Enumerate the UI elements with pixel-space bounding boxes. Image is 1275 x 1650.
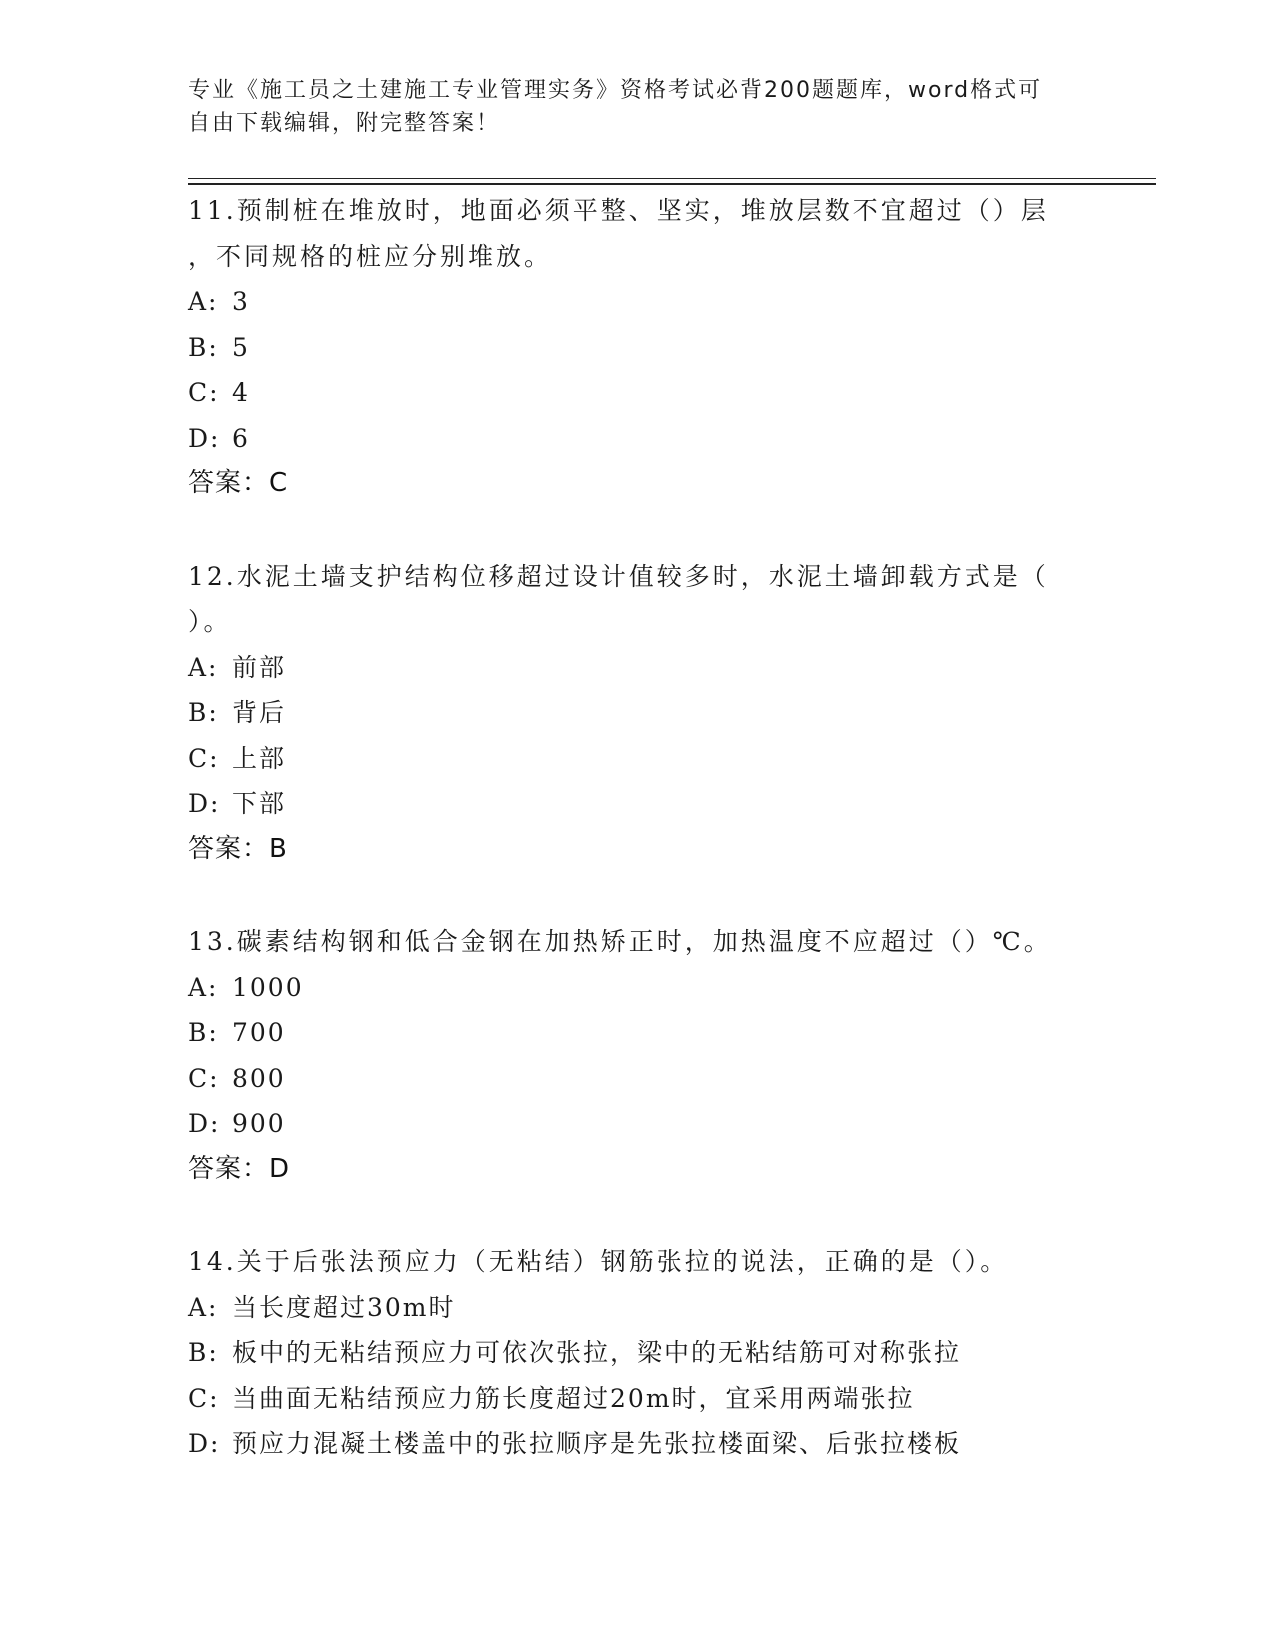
document-header — [188, 74, 1068, 140]
option-letter: D: — [188, 1109, 221, 1138]
header-line-1: 专业《施工员之土建施工专业管理实务》资格考试必背200题题库，word格式可 — [188, 78, 1043, 103]
question-11 — [188, 188, 1108, 507]
answer-line: 答案：B — [188, 833, 288, 864]
option-text: 预应力混凝土楼盖中的张拉顺序是先张拉楼面梁、后张拉楼板 — [232, 1429, 962, 1458]
option-letter: C: — [188, 1383, 220, 1413]
option-text: 当曲面无粘结预应力筋长度超过20m时，宜采用两端张拉 — [232, 1383, 915, 1413]
answer-line: 答案：D — [188, 1153, 291, 1184]
option-d — [188, 1421, 1108, 1467]
option-c — [188, 370, 1108, 416]
option-d — [188, 781, 1108, 827]
option-text: 900 — [232, 1109, 286, 1138]
option-c — [188, 1376, 1108, 1422]
question-stem-line: 14.关于后张法预应力（无粘结）钢筋张拉的说法，正确的是（）。 — [188, 1247, 1009, 1276]
option-a — [188, 279, 1108, 325]
option-letter: B: — [188, 332, 219, 362]
question-14 — [188, 1239, 1108, 1467]
option-text: 4 — [232, 378, 250, 407]
answer-line: 答案：C — [188, 468, 289, 498]
option-b — [188, 1330, 1108, 1376]
option-a — [188, 645, 1108, 691]
option-letter: B: — [188, 1338, 219, 1367]
option-text: 800 — [232, 1063, 286, 1093]
option-letter: C: — [188, 378, 220, 407]
question-stem-line: ，不同规格的桩应分别堆放。 — [188, 241, 553, 271]
header-line-2: 自由下载编辑，附完整答案！ — [188, 111, 501, 136]
option-b — [188, 1010, 1108, 1056]
header-divider-thin — [188, 178, 1156, 179]
option-a — [188, 965, 1108, 1011]
option-letter: B: — [188, 1018, 219, 1047]
option-text: 上部 — [232, 743, 287, 773]
option-text: 1000 — [232, 972, 304, 1002]
option-c — [188, 1056, 1108, 1102]
option-b — [188, 325, 1108, 371]
option-letter: A: — [188, 1292, 219, 1322]
option-letter: B: — [188, 698, 219, 727]
question-12 — [188, 554, 1108, 873]
option-a — [188, 1285, 1108, 1331]
option-b — [188, 690, 1108, 736]
question-stem-line: 13.碳素结构钢和低合金钢在加热矫正时，加热温度不应超过（）℃。 — [188, 927, 1052, 956]
option-letter: A: — [188, 652, 219, 682]
option-letter: C: — [188, 1063, 220, 1093]
option-text: 背后 — [232, 698, 287, 727]
question-stem-line: 12.水泥土墙支护结构位移超过设计值较多时，水泥土墙卸载方式是（ — [188, 561, 1049, 591]
option-text: 5 — [232, 332, 250, 362]
option-letter: A: — [188, 287, 219, 316]
option-letter: D: — [188, 1429, 221, 1458]
option-c — [188, 736, 1108, 782]
option-d — [188, 1101, 1108, 1147]
question-13 — [188, 919, 1108, 1192]
option-text: 700 — [232, 1018, 286, 1047]
question-stem-line: 11.预制桩在堆放时，地面必须平整、坚实，堆放层数不宜超过（）层 — [188, 196, 1049, 225]
option-letter: A: — [188, 972, 219, 1002]
option-text: 3 — [232, 287, 250, 316]
option-text: 下部 — [232, 789, 287, 818]
option-letter: C: — [188, 743, 220, 773]
option-d — [188, 416, 1108, 462]
option-text: 板中的无粘结预应力可依次张拉，梁中的无粘结筋可对称张拉 — [232, 1338, 962, 1367]
option-letter: D: — [188, 789, 221, 818]
option-text: 当长度超过30m时 — [232, 1292, 456, 1322]
option-text: 前部 — [232, 652, 287, 682]
question-stem-line: ）。 — [188, 607, 232, 636]
header-divider-thick — [188, 183, 1156, 185]
option-letter: D: — [188, 423, 221, 453]
questions-list — [188, 188, 1108, 1467]
option-text: 6 — [232, 423, 250, 453]
